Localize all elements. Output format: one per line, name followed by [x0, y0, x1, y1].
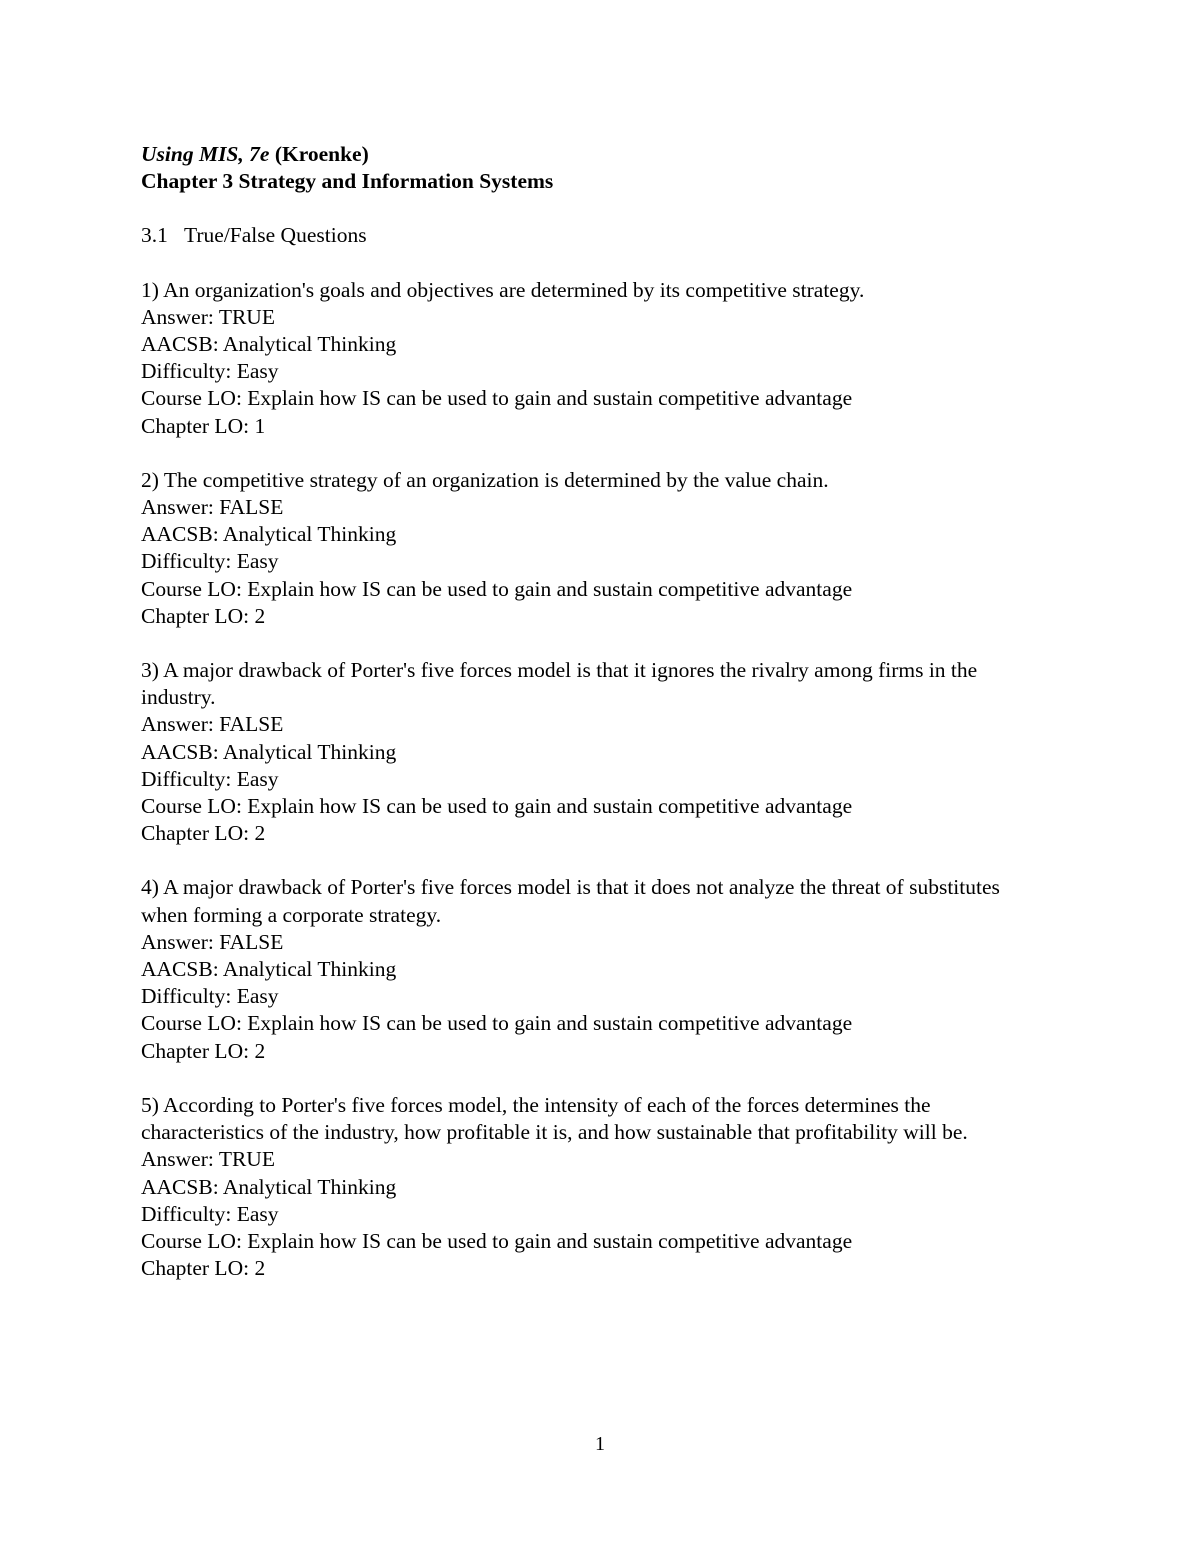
question-answer: Answer: FALSE — [141, 929, 284, 954]
chapter-title: Chapter 3 Strategy and Information Systems — [141, 169, 554, 194]
question-answer: Answer: TRUE — [141, 1147, 275, 1172]
book-title: Using MIS, 7e — [141, 142, 270, 166]
question-3 — [141, 657, 1061, 847]
question-4 — [141, 874, 1061, 1064]
question-5 — [141, 1092, 1061, 1282]
question-stem: 5) According to Porter's five forces model, the intensity of each of the forces determines the characteristics of the industry, how profitable it is, and how sustainable that profitability will be. — [141, 1092, 968, 1145]
question-2 — [141, 467, 1061, 630]
question-course-lo: Course LO: Explain how IS can be used to gain and sustain competitive advantage — [141, 1228, 853, 1253]
question-stem: 2) The competitive strategy of an organization is determined by the value chain. — [141, 467, 829, 492]
question-chapter-lo: Chapter LO: 2 — [141, 821, 266, 846]
question-aacsb: AACSB: Analytical Thinking — [141, 522, 397, 547]
question-chapter-lo: Chapter LO: 1 — [141, 413, 266, 438]
section-number: 3.1 — [141, 223, 168, 248]
question-aacsb: AACSB: Analytical Thinking — [141, 1174, 397, 1199]
question-answer: Answer: TRUE — [141, 304, 275, 329]
question-chapter-lo: Chapter LO: 2 — [141, 1256, 266, 1281]
question-stem: 3) A major drawback of Porter's five forces model is that it ignores the rivalry among firms in the industry. — [141, 658, 978, 710]
question-course-lo: Course LO: Explain how IS can be used to gain and sustain competitive advantage — [141, 386, 853, 411]
page-content — [141, 141, 1061, 1282]
question-aacsb: AACSB: Analytical Thinking — [141, 957, 397, 982]
question-answer: Answer: FALSE — [141, 712, 284, 737]
question-aacsb: AACSB: Analytical Thinking — [141, 332, 397, 357]
question-answer: Answer: FALSE — [141, 495, 284, 520]
question-course-lo: Course LO: Explain how IS can be used to gain and sustain competitive advantage — [141, 1011, 853, 1036]
section-heading — [141, 222, 1061, 249]
book-title-line — [141, 141, 1061, 168]
question-difficulty: Difficulty: Easy — [141, 984, 279, 1009]
question-difficulty: Difficulty: Easy — [141, 549, 279, 574]
question-1 — [141, 277, 1061, 440]
question-course-lo: Course LO: Explain how IS can be used to gain and sustain competitive advantage — [141, 794, 853, 819]
question-aacsb: AACSB: Analytical Thinking — [141, 739, 397, 764]
question-stem: 4) A major drawback of Porter's five forces model is that it does not analyze the threat of substitutes when forming a corporate strategy. — [141, 875, 1000, 927]
page-number: 1 — [595, 1433, 605, 1455]
question-difficulty: Difficulty: Easy — [141, 359, 279, 384]
question-stem: 1) An organization's goals and objectives are determined by its competitive strategy. — [141, 277, 865, 302]
question-difficulty: Difficulty: Easy — [141, 1201, 279, 1226]
question-chapter-lo: Chapter LO: 2 — [141, 1038, 266, 1063]
question-chapter-lo: Chapter LO: 2 — [141, 603, 266, 628]
book-author: (Kroenke) — [269, 142, 369, 166]
question-course-lo: Course LO: Explain how IS can be used to gain and sustain competitive advantage — [141, 576, 853, 601]
question-difficulty: Difficulty: Easy — [141, 766, 279, 791]
section-title: True/False Questions — [184, 223, 367, 248]
